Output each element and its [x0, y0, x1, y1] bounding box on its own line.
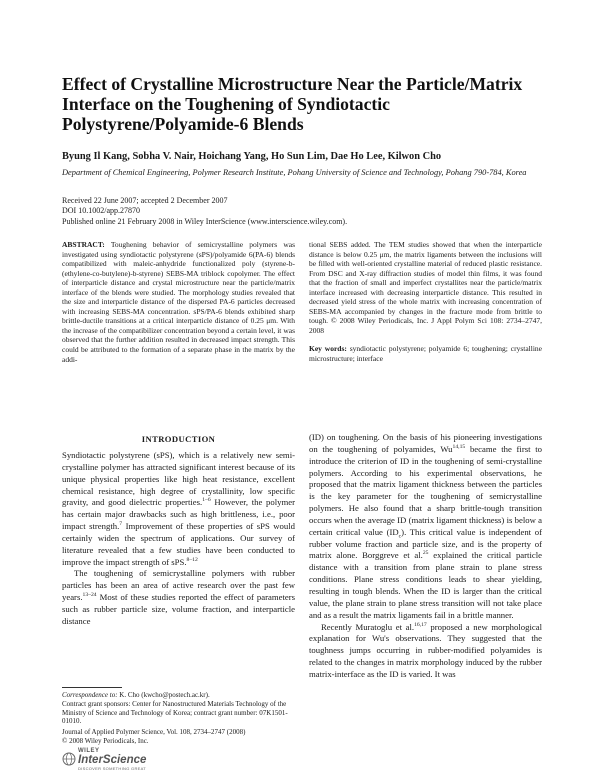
wiley-interscience-logo [62, 748, 172, 770]
text-run: Improvement of these properties of sPS would certainly widen the spectrum of applications. Our survey of literature revealed that a few studies have been conducted to improve the impact strength of sPS. [62, 521, 296, 567]
footnote-divider [62, 687, 122, 688]
author-affiliation: Department of Chemical Engineering, Polymer Research Institute, Pohang University of Science and Technology, Pohang 790-784, Korea [62, 168, 527, 177]
journal-citation-block [62, 728, 295, 746]
globe-icon [62, 750, 76, 768]
logo-brand: WILEY [78, 748, 100, 754]
doi-line: DOI 10.1002/app.27870 [62, 206, 140, 216]
abstract-column-left [62, 240, 295, 364]
citation-ref: 13–24 [82, 592, 97, 599]
intro-paragraph-1 [62, 450, 295, 568]
intro-paragraph-3 [309, 432, 542, 622]
text-run: However, the polymer has certain major drawbacks such as high brittleness, i.e., poor impact strength. [62, 497, 296, 532]
abstract-column-right [309, 240, 542, 364]
section-heading-introduction: INTRODUCTION [141, 434, 216, 444]
abstract-text-left: Toughening behavior of semicrystalline polymers was investigated using syndiotactic polystyrene (sPS)/polyamide 6(PA-6) blends compatibilized with maleic-anhydride functionalized poly (styrene-b-(ethylene-co-butylene)-b-styrene) SEBS-MA triblock copolymer. The effect of interparticle distance and crystal microstructure near the particle/matrix interface of the blends were studied. The morphology studies revealed that the size and interparticle distance of the dispersed PA-6 particles decreased with increasing SEBS-MA concentration. sPS/PA-6 blends exhibited sharp brittle-ductile transitions at a critical interparticle distance of 0.25 μm. With the increase of the compatibilizer concentration beyond a certain level, it was observed that the further addition resulted in decreased impact strength. This could be attributed to the formation of a separate phase in the matrix by the addi- [62, 240, 295, 364]
citation-ref: 8–12 [186, 556, 198, 563]
author-list: Byung Il Kang, Sobha V. Nair, Hoichang Yang, Ho Sun Lim, Dae Ho Lee, Kilwon Cho [62, 151, 442, 162]
citation-ref: 7 [119, 521, 123, 528]
journal-copyright: © 2008 Wiley Periodicals, Inc. [62, 736, 149, 745]
published-line: Published online 21 February 2008 in Wiley InterScience (www.interscience.wiley.com). [62, 216, 348, 226]
text-run: ). This critical value is independent of rubber volume fraction and particle size, and is the property of matrix alone. Borggreve et al. [309, 526, 542, 561]
logo-tagline: DISCOVER SOMETHING GREAT [78, 766, 147, 771]
received-date: Received 22 June 2007; accepted 2 December 2007 [62, 196, 228, 205]
correspondence-text: K. Cho (kwcho@postech.ac.kr). [119, 691, 210, 699]
text-run: (ID) on toughening. On the basis of his pioneering investigations on the toughening of polyamides, Wu [309, 432, 542, 454]
intro-paragraph-4 [309, 622, 542, 681]
intro-paragraph-2 [62, 568, 295, 627]
text-run: Most of these studies reported the effect of parameters such as rubber particle size, volume fraction, and interparticle distance [62, 592, 295, 626]
correspondence-note [62, 691, 295, 700]
keywords [309, 344, 542, 363]
article-title: Effect of Crystalline Microstructure Near the Particle/Matrix Interface on the Toughening of Syndiotactic Polystyrene/Polyamide-6 Blends [62, 74, 523, 134]
footnotes [62, 691, 295, 726]
abstract-text-right: tional SEBS added. The TEM studies showed that when the interparticle distance is below 0.25 μm, the matrix ligaments between the inclusions will be filled with well-oriented crystalline material of reduced plastic resistance. From DSC and X-ray diffraction studies of model thin films, it was found that the fraction of small and imperfect crystallites near the particle/matrix interface increased with decreasing interparticle distance. This resulted in decreased yield stress of the whole matrix with increasing concentration of SEBS-MA accompanied by changes in the fracture mode from brittle to tough. © 2008 Wiley Periodicals, Inc. J Appl Polym Sci 108: 2734–2747, 2008 [309, 240, 542, 335]
abstract-label: ABSTRACT: [62, 240, 105, 249]
text-run: became the first to introduce the criterion of ID in the toughening of semi-crystalline polymers. According to his experimental observations, he proposed that the matrix ligament thickness between the particles is the key parameter for the toughening of semicrystalline polymers. He also found that a sharp brittle-tough transition occurs when the average ID (matrix ligament thickness) is below a certain critical value (ID [309, 443, 543, 537]
text-run: Recently Muratoglu et al. [321, 621, 415, 632]
introduction-column-left [62, 450, 295, 628]
citation-ref: 1–6 [202, 497, 211, 504]
keywords-label: Key words: [309, 344, 347, 354]
citation-ref: 14,15 [452, 443, 466, 450]
grant-note: Contract grant sponsors: Center for Nanostructured Materials Technology of the Ministry of Science and Technology of Korea; contract grant number: 07K1501-01010. [62, 699, 288, 726]
citation-ref: 25 [422, 550, 429, 557]
introduction-column-right [309, 432, 542, 681]
text-run: explained the critical particle distance with a transition from plane strain to plane stress conditions. Plane stress conditions leads to shear yielding, resulting in tough blends. When the ID is larger than the critical value, the plane strain to plane stress transition will not take place and as a result the matrix ligaments fail in a brittle manner. [309, 550, 543, 620]
publication-dates [62, 196, 542, 227]
text-run: The toughening of semicrystalline polymers with rubber particles has been an area of active research over the past few years. [62, 568, 295, 603]
correspondence-label: Correspondence to: [62, 691, 118, 699]
logo-name: InterScience [78, 754, 147, 766]
text-run: Syndiotactic polystyrene (sPS), which is a relatively new semi-crystalline polymer has attracted significant interest because of its unique physical properties like high heat resistance, excellent chemical resistance, high degree of crystallinity, low specific gravity, and good dielectric properties. [62, 450, 295, 508]
subscript: c [398, 533, 402, 540]
keywords-text: syndiotactic polystyrene; polyamide 6; toughening; crystalline microstructure; interface [309, 344, 542, 364]
citation-ref: 16,17 [414, 621, 427, 628]
journal-citation: Journal of Applied Polymer Science, Vol. 108, 2734–2747 (2008) [62, 728, 246, 736]
text-run: proposed a new morphological explanation for Wu's observations. They suggested that the toughness jumps occurring in rubber-modified polyamides is related to the changes in matrix morphology induced by the rubber matrix-interface as the ID is varied. It was [309, 621, 543, 679]
